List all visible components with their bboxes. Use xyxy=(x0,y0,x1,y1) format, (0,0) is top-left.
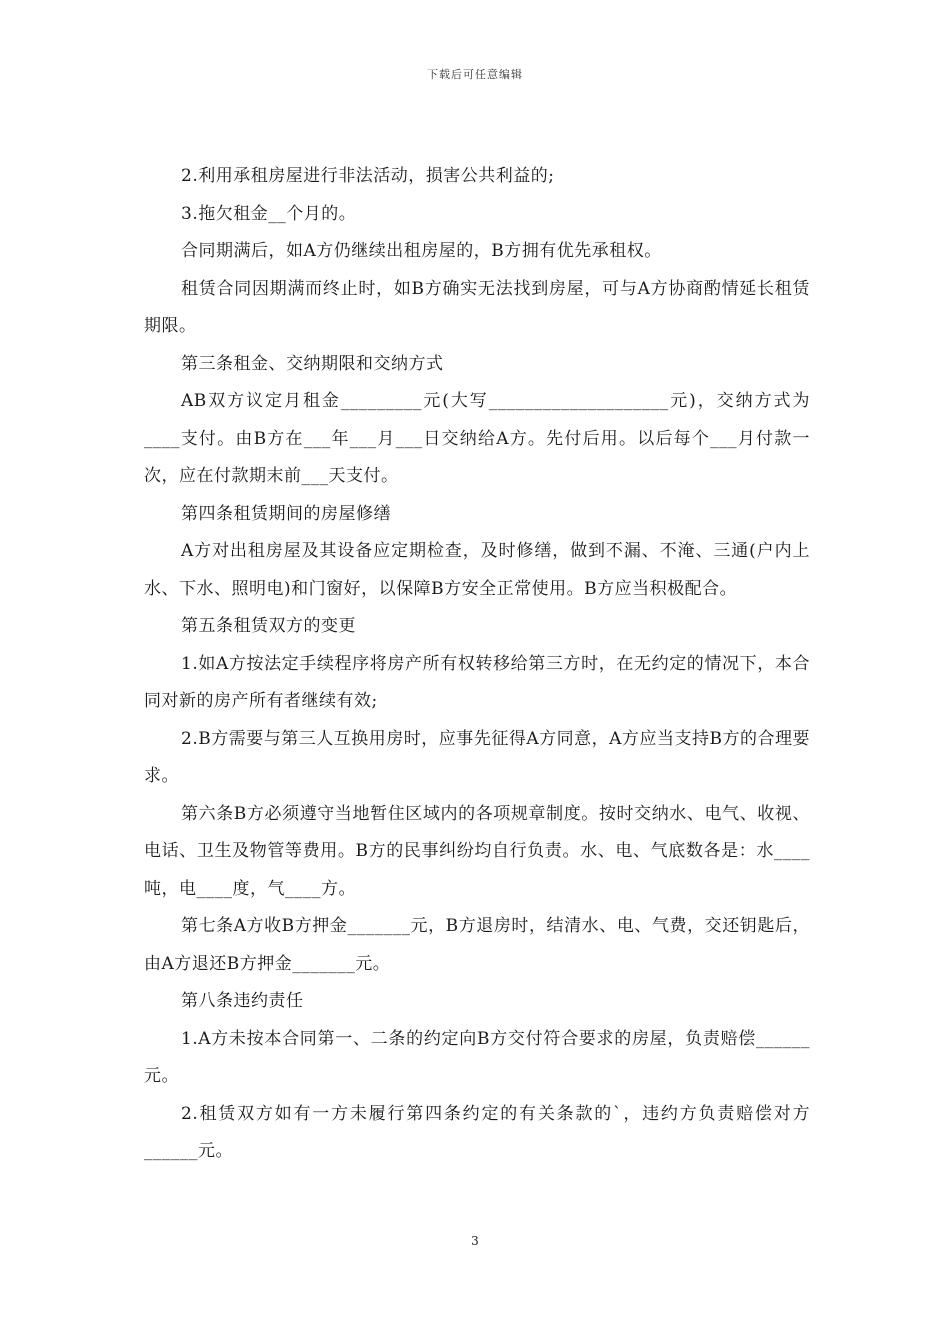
document-body xyxy=(144,158,810,1171)
paragraph: 2.B方需要与第三人互换用房时，应事先征得A方同意，A方应当支持B方的合理要求。 xyxy=(144,728,810,786)
paragraph: AB双方议定月租金_________元(大写____________________元)，交纳方式为____支付。由B方在___年___月___日交纳给A方。先付后用。以后每个___月付款一次，应在付款期末前___天支付。 xyxy=(144,391,810,486)
paragraph: 1.如A方按法定手续程序将房产所有权转移给第三方时，在无约定的情况下，本合同对新的房产所有者继续有效; xyxy=(144,653,810,711)
section-heading: 第五条租赁双方的变更 xyxy=(181,616,356,636)
section-heading: 第八条违约责任 xyxy=(181,991,304,1011)
section-heading: 第三条租金、交纳期限和交纳方式 xyxy=(181,353,444,374)
paragraph: 合同期满后，如A方仍继续出租房屋的，B方拥有优先承租权。 xyxy=(181,241,662,261)
paragraph: 第六条B方必须遵守当地暂住区域内的各项规章制度。按时交纳水、电气、收视、电话、卫生及物管等费用。B方的民事纠纷均自行负责。水、电、气底数各是：水____吨，电____度，气____方。 xyxy=(144,803,810,899)
paragraph: A方对出租房屋及其设备应定期检查，及时修缮，做到不漏、不淹、三通(户内上水、下水、照明电)和门窗好，以保障B方安全正常使用。B方应当积极配合。 xyxy=(144,541,810,599)
paragraph: 3.拖欠租金__个月的。 xyxy=(181,203,357,224)
paragraph: 第七条A方收B方押金_______元，B方退房时，结清水、电、气费，交还钥匙后，由A方退还B方押金_______元。 xyxy=(144,916,810,974)
paragraph: 1.A方未按本合同第一、二条的约定向B方交付符合要求的房屋，负责赔偿______元。 xyxy=(144,1028,810,1086)
paragraph: 租赁合同因期满而终止时，如B方确实无法找到房屋，可与A方协商酌情延长租赁期限。 xyxy=(144,278,810,336)
page-header: 下载后可任意编辑 xyxy=(427,68,523,81)
paragraph: 2.利用承租房屋进行非法活动，损害公共利益的; xyxy=(181,166,555,186)
paragraph: 2.租赁双方如有一方未履行第四条约定的有关条款的`，违约方负责赔偿对方______元。 xyxy=(144,1103,810,1161)
page-number: 3 xyxy=(471,1234,479,1248)
section-heading: 第四条租赁期间的房屋修缮 xyxy=(181,503,391,524)
